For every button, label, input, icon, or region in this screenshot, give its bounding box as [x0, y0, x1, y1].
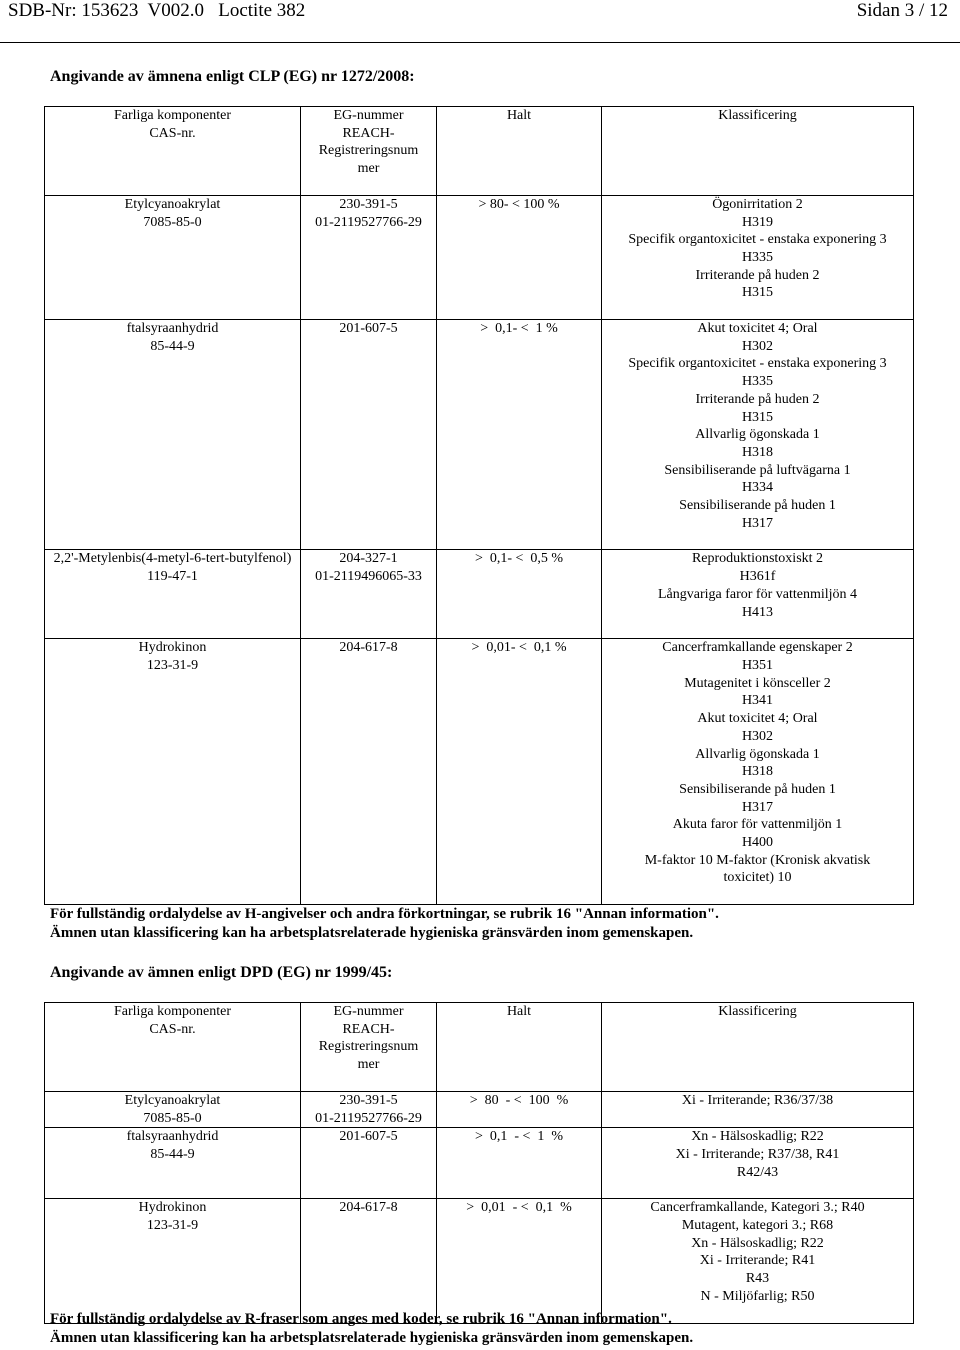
classification-line: R42/43 — [736, 1164, 779, 1180]
classification-line: Allvarlig ögonskada 1 — [695, 746, 820, 762]
header-classification: Klassificering — [602, 107, 914, 196]
classification-line: H315 — [741, 409, 774, 425]
classification-line: Specifik organtoxicitet - enstaka exponering 3 — [628, 356, 887, 372]
header-ec-number — [301, 1003, 437, 1092]
classification-line: H341 — [741, 693, 774, 709]
header-line: mer — [357, 161, 380, 177]
concentration-cell — [437, 1091, 602, 1127]
header-components — [45, 1003, 301, 1092]
component-name: Hydrokinon — [138, 1200, 207, 1216]
cas-number: 7085-85-0 — [143, 1110, 202, 1126]
concentration-cell — [437, 639, 602, 905]
header-ec-number — [301, 107, 437, 196]
classification-line: Reproduktionstoxiskt 2 — [691, 551, 824, 567]
classification-line: H335 — [741, 374, 774, 390]
classification-line: Xi - Irriterande; R37/38, R41 — [675, 1146, 840, 1162]
ec-cell — [301, 1091, 437, 1127]
concentration-cell — [437, 1128, 602, 1199]
concentration: > 80 - < 100 % — [469, 1092, 569, 1108]
clp-components-table — [44, 106, 914, 905]
header-line: Farliga komponenter — [113, 108, 232, 123]
classification-line: Cancerframkallande, Kategori 3.; R40 — [650, 1200, 865, 1216]
component-name: Etylcyanoakrylat — [124, 1092, 221, 1108]
concentration-cell — [437, 1199, 602, 1323]
header-components — [45, 107, 301, 196]
ec-number: 201-607-5 — [339, 321, 398, 337]
classification-cell — [602, 195, 914, 319]
classification-line: H315 — [741, 285, 774, 301]
classification-line: N - Miljöfarlig; R50 — [700, 1288, 815, 1304]
dpd-note-1: För fullständig ordalydelse av R-fraser som anges med koder, se rubrik 16 "Annan information". — [50, 1311, 672, 1327]
cas-number: 85-44-9 — [150, 1146, 195, 1162]
classification-line: Mutagent, kategori 3.; R68 — [681, 1218, 834, 1234]
cas-number: 123-31-9 — [146, 657, 199, 673]
table-row — [45, 1128, 914, 1199]
header-classification: Klassificering — [602, 1003, 914, 1092]
classification-line: H302 — [741, 338, 774, 354]
component-name: 2,2'-Metylenbis(4-metyl-6-tert-butylfenol) — [53, 551, 292, 567]
dpd-note-2: Ämnen utan klassificering kan ha arbetsplatsrelaterade hygieniska gränsvärden inom gemenskapen. — [50, 1330, 694, 1346]
spacer — [602, 302, 913, 319]
table-row — [45, 195, 914, 319]
document-id: SDB-Nr: 153623 V002.0 Loctite 382 — [8, 0, 306, 21]
table-row — [45, 639, 914, 905]
classification-line: Irriterande på huden 2 — [695, 267, 820, 283]
header-line: Registreringsnum — [318, 1039, 419, 1055]
classification-line: Långvariga faror för vattenmiljön 4 — [657, 586, 858, 602]
header-divider — [0, 42, 960, 43]
ec-cell — [301, 320, 437, 550]
ec-number: 204-617-8 — [339, 640, 398, 656]
ec-cell — [301, 195, 437, 319]
spacer — [301, 178, 436, 195]
classification-line: Specifik organtoxicitet - enstaka exponering 3 — [628, 232, 887, 248]
table-header-row — [45, 107, 914, 196]
ec-number: 230-391-5 — [339, 1092, 398, 1108]
concentration: > 0,1- < 1 % — [480, 321, 558, 337]
classification-line: Cancerframkallande egenskaper 2 — [662, 640, 853, 656]
header-line: Registreringsnum — [318, 143, 419, 159]
header-concentration: Halt — [437, 107, 602, 196]
classification-line: H317 — [741, 515, 774, 531]
classification-line: Akuta faror för vattenmiljön 1 — [672, 817, 843, 833]
page-number: Sidan 3 / 12 — [856, 0, 948, 21]
classification-line: Sensibiliserande på huden 1 — [679, 781, 836, 797]
header-line: REACH- — [342, 1021, 395, 1037]
header-line: Farliga komponenter — [113, 1004, 232, 1019]
reach-number: 01-2119527766-29 — [315, 214, 422, 230]
dpd-heading: Angivande av ämnen enligt DPD (EG) nr 1999/45: — [50, 964, 393, 981]
component-cell — [45, 1199, 301, 1323]
ec-cell — [301, 639, 437, 905]
clp-note-2: Ämnen utan klassificering kan ha arbetsplatsrelaterade hygieniska gränsvärden inom gemenskapen. — [50, 925, 694, 941]
clp-note-1: För fullständig ordalydelse av H-angivelser och andra förkortningar, se rubrik 16 "Annan information". — [50, 906, 719, 922]
classification-line: Xn - Hälsoskadlig; R22 — [691, 1129, 824, 1145]
classification-line: Xn - Hälsoskadlig; R22 — [691, 1235, 824, 1251]
clp-heading: Angivande av ämnena enligt CLP (EG) nr 1272/2008: — [50, 68, 415, 85]
cas-number: 123-31-9 — [146, 1218, 199, 1234]
component-name: Etylcyanoakrylat — [124, 196, 221, 212]
cas-number: 85-44-9 — [150, 338, 195, 354]
classification-cell — [602, 1091, 914, 1127]
ec-number: 201-607-5 — [339, 1129, 398, 1145]
ec-cell — [301, 550, 437, 639]
component-cell — [45, 550, 301, 639]
classification-line: H318 — [741, 444, 774, 460]
classification-line: H400 — [741, 835, 774, 851]
classification-cell — [602, 639, 914, 905]
header-line: REACH- — [342, 125, 395, 141]
table-row — [45, 1199, 914, 1323]
classification-line: Xi - Irriterande; R41 — [699, 1253, 816, 1269]
component-cell — [45, 195, 301, 319]
spacer — [602, 621, 913, 638]
classification-line: H413 — [741, 604, 774, 620]
header-line: EG-nummer — [333, 1004, 404, 1019]
classification-line: R43 — [745, 1271, 770, 1287]
table-row — [45, 1091, 914, 1127]
concentration: > 80- < 100 % — [478, 196, 560, 212]
classification-line: Mutagenitet i könsceller 2 — [684, 675, 831, 691]
classification-line: Ögonirritation 2 — [712, 196, 803, 212]
classification-cell — [602, 1199, 914, 1323]
reach-number: 01-2119527766-29 — [315, 1110, 422, 1126]
ec-number: 230-391-5 — [339, 196, 398, 212]
component-cell — [45, 639, 301, 905]
header-line: CAS-nr. — [149, 125, 196, 141]
classification-cell — [602, 550, 914, 639]
concentration: > 0,01- < 0,1 % — [471, 640, 567, 656]
table-row — [45, 550, 914, 639]
component-cell — [45, 1128, 301, 1199]
classification-cell — [602, 320, 914, 550]
ec-number: 204-327-1 — [339, 551, 398, 567]
ec-cell — [301, 1128, 437, 1199]
ec-number: 204-617-8 — [339, 1200, 398, 1216]
component-name: Hydrokinon — [138, 640, 207, 656]
table-row — [45, 320, 914, 550]
page-header — [0, 0, 960, 44]
classification-line: H334 — [741, 480, 774, 496]
component-cell — [45, 1091, 301, 1127]
spacer — [602, 1181, 913, 1198]
classification-line: Sensibiliserande på huden 1 — [679, 498, 836, 514]
dpd-components-table — [44, 1002, 914, 1324]
cas-number: 7085-85-0 — [143, 214, 202, 230]
concentration: > 0,1 - < 1 % — [474, 1129, 564, 1145]
concentration: > 0,1- < 0,5 % — [474, 551, 564, 567]
classification-cell — [602, 1128, 914, 1199]
classification-line: H319 — [741, 214, 774, 230]
concentration-cell — [437, 195, 602, 319]
classification-line: H302 — [741, 728, 774, 744]
header-line: CAS-nr. — [149, 1021, 196, 1037]
concentration: > 0,01 - < 0,1 % — [466, 1200, 572, 1216]
spacer — [301, 1074, 436, 1091]
classification-line: H361f — [739, 569, 776, 585]
classification-line: Akut toxicitet 4; Oral — [697, 711, 818, 727]
header-line: EG-nummer — [333, 108, 404, 123]
component-cell — [45, 320, 301, 550]
classification-line: Xi - Irriterande; R36/37/38 — [681, 1092, 834, 1108]
component-name: ftalsyraanhydrid — [126, 321, 219, 337]
spacer — [45, 1038, 300, 1055]
classification-line: toxicitet) 10 — [723, 870, 792, 886]
spacer — [602, 1110, 913, 1127]
classification-line: Irriterande på huden 2 — [695, 391, 820, 407]
classification-line: Akut toxicitet 4; Oral — [697, 321, 818, 337]
classification-line: Sensibiliserande på luftvägarna 1 — [664, 462, 851, 478]
classification-line: H317 — [741, 799, 774, 815]
concentration-cell — [437, 320, 602, 550]
classification-line: M-faktor 10 M-faktor (Kronisk akvatisk — [644, 852, 871, 868]
header-concentration: Halt — [437, 1003, 602, 1092]
spacer — [602, 887, 913, 904]
header-line: mer — [357, 1057, 380, 1073]
cas-number: 119-47-1 — [147, 569, 198, 585]
classification-line: Allvarlig ögonskada 1 — [695, 427, 820, 443]
classification-line: H335 — [741, 249, 774, 265]
ec-cell — [301, 1199, 437, 1323]
table-header-row — [45, 1003, 914, 1092]
reach-number: 01-2119496065-33 — [315, 569, 422, 585]
component-name: ftalsyraanhydrid — [126, 1129, 219, 1145]
classification-line: H351 — [741, 657, 774, 673]
spacer — [602, 532, 913, 549]
spacer — [45, 142, 300, 159]
concentration-cell — [437, 550, 602, 639]
classification-line: H318 — [741, 764, 774, 780]
